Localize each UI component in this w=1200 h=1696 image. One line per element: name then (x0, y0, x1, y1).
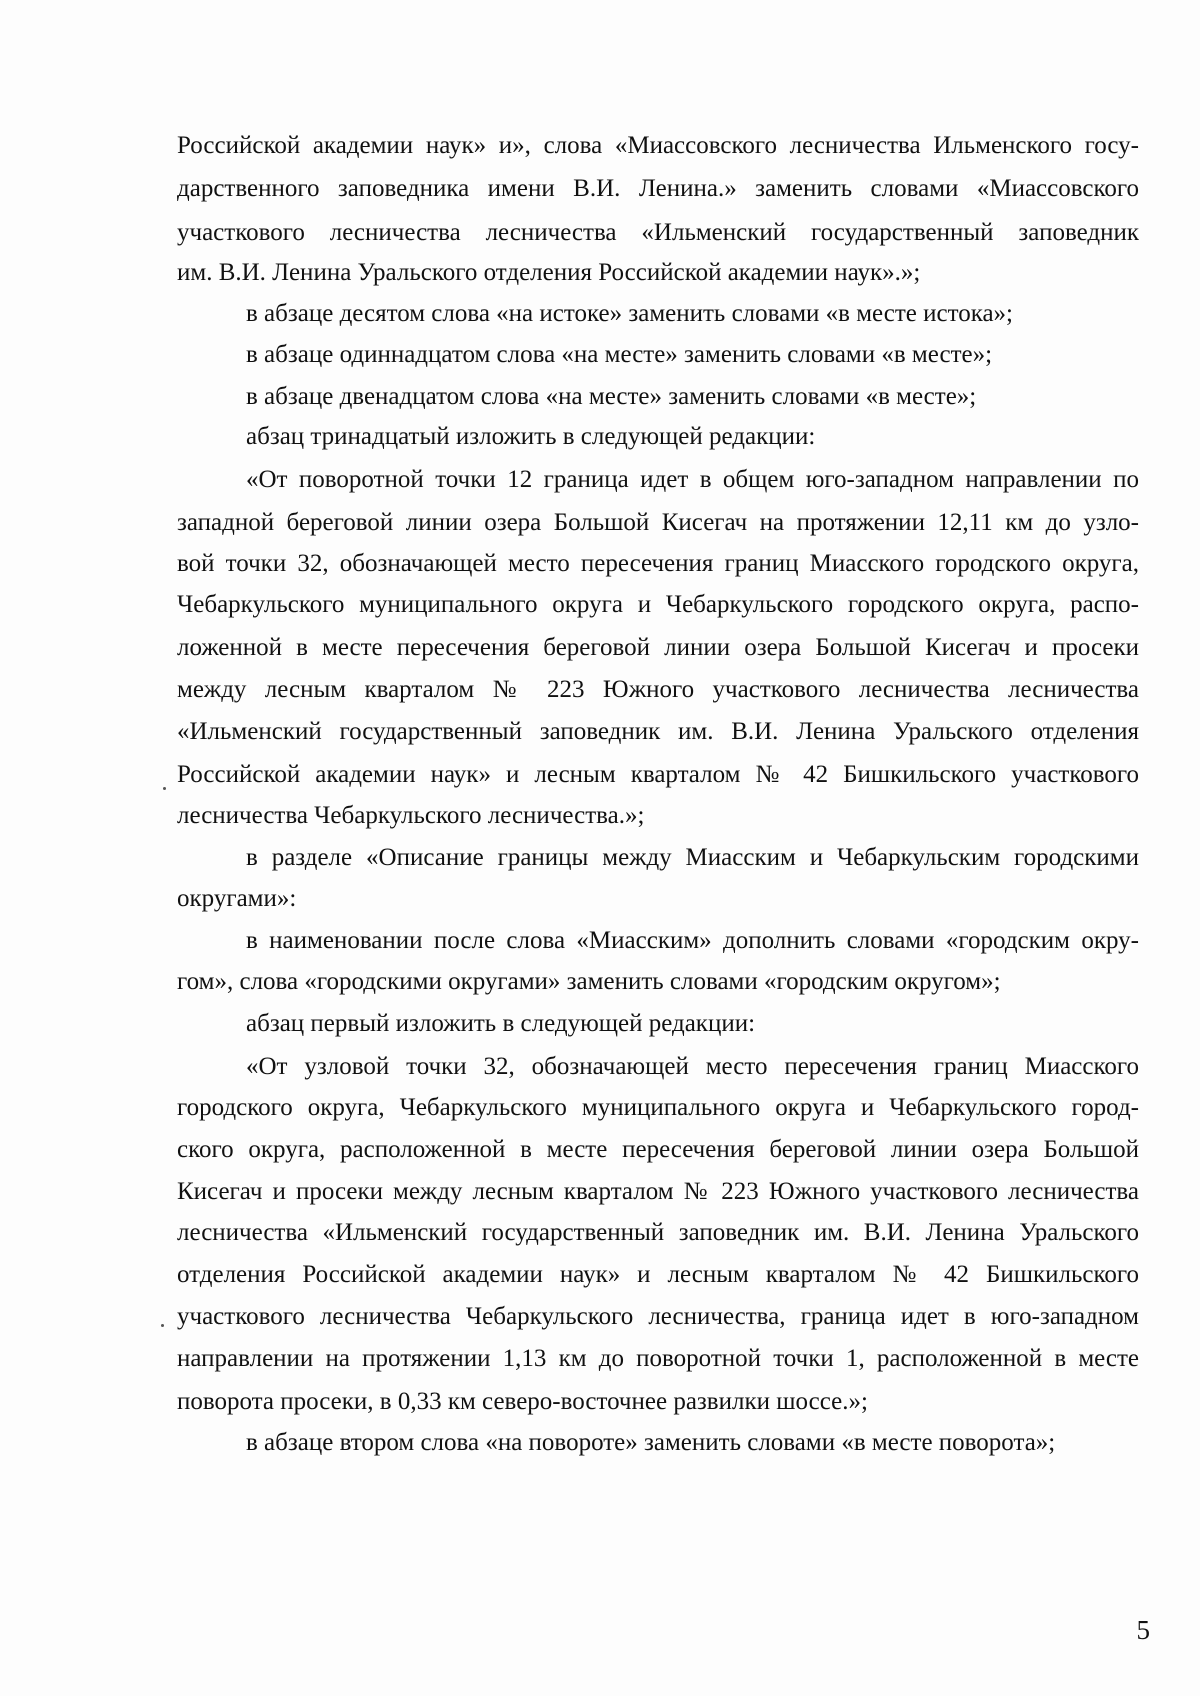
text-line: «От узловой точки 32, обозначающей место пересечения границ Миасского (246, 1053, 1139, 1080)
text-line: «Ильменский государственный заповедник им. В.И. Ленина Уральского отделения (177, 718, 1139, 745)
text-line: округами»: (177, 885, 297, 912)
text-line: отделения Российской академии наук» и лесным кварталом № 42 Бишкильского (177, 1261, 1139, 1288)
text-line: Российской академии наук» и», слова «Миассовского лесничества Ильменского госу- (177, 132, 1139, 159)
text-line: абзац первый изложить в следующей редакции: (246, 1010, 756, 1037)
text-line: Чебаркульского муниципального округа и Чебаркульского городского округа, распо- (177, 591, 1139, 618)
text-line: ского округа, расположенной в месте пересечения береговой линии озера Большой (177, 1136, 1139, 1163)
text-line: «От поворотной точки 12 граница идет в общем юго-западном направлении по (246, 466, 1139, 493)
text-line: в абзаце одиннадцатом слова «на месте» заменить словами «в месте»; (246, 341, 993, 368)
text-line: дарственного заповедника имени В.И. Ленина.» заменить словами «Миассовского (177, 175, 1139, 202)
text-line: гом», слова «городскими округами» заменить словами «городским округом»; (177, 968, 1001, 995)
text-line: участкового лесничества Чебаркульского лесничества, граница идет в юго-западном (177, 1303, 1139, 1330)
text-line: участкового лесничества лесничества «Ильменский государственный заповедник (177, 219, 1139, 246)
text-line: ложенной в месте пересечения береговой линии озера Большой Кисегач и просеки (177, 634, 1139, 661)
page-number: 5 (1136, 1615, 1150, 1645)
text-line: в абзаце втором слова «на повороте» заменить словами «в месте поворота»; (246, 1429, 1056, 1456)
text-line: абзац тринадцатый изложить в следующей редакции: (246, 423, 816, 450)
text-line: Кисегач и просеки между лесным кварталом № 223 Южного участкового лесничества (177, 1178, 1139, 1205)
text-line: в наименовании после слова «Миасским» дополнить словами «городским окру- (246, 927, 1139, 954)
scan-speck (161, 1324, 164, 1327)
text-line: направлении на протяжении 1,13 км до поворотной точки 1, расположенной в месте (177, 1345, 1139, 1372)
text-line: им. В.И. Ленина Уральского отделения Российской академии наук».»; (177, 259, 921, 286)
text-line: между лесным кварталом № 223 Южного участкового лесничества лесничества (177, 676, 1139, 703)
text-line: западной береговой линии озера Большой Кисегач на протяжении 12,11 км до узло- (177, 509, 1139, 536)
text-line: в абзаце двенадцатом слова «на месте» заменить словами «в месте»; (246, 383, 977, 410)
text-line: лесничества «Ильменский государственный заповедник им. В.И. Ленина Уральского (177, 1219, 1139, 1246)
text-line: городского округа, Чебаркульского муниципального округа и Чебаркульского город- (177, 1094, 1139, 1121)
text-line: лесничества Чебаркульского лесничества.»; (177, 802, 645, 829)
text-line: в разделе «Описание границы между Миасским и Чебаркульским городскими (246, 844, 1139, 871)
scan-speck (163, 787, 166, 790)
text-line: Российской академии наук» и лесным кварталом № 42 Бишкильского участкового (177, 761, 1139, 788)
text-line: в абзаце десятом слова «на истоке» заменить словами «в месте истока»; (246, 300, 1014, 327)
text-line: вой точки 32, обозначающей место пересечения границ Миасского городского округа, (177, 550, 1139, 577)
text-line: поворота просеки, в 0,33 км северо-восточнее развилки шоссе.»; (177, 1388, 868, 1415)
